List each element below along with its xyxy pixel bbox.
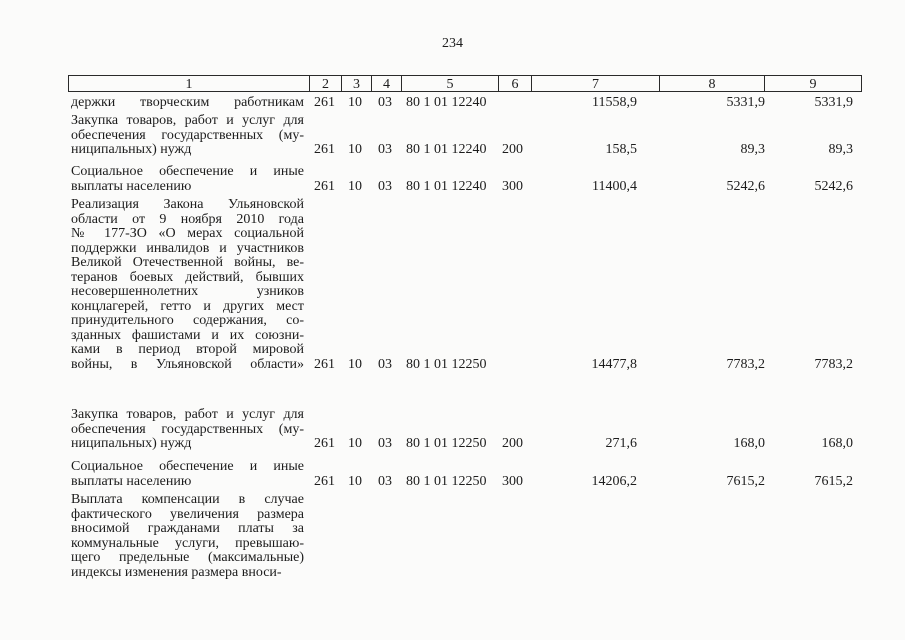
description-line: ниципальных) нужд	[71, 142, 192, 157]
description-line: фактического увеличения размера	[71, 506, 304, 522]
cell-c3: 10	[348, 95, 362, 110]
cell-c8: 7783,2	[726, 356, 765, 372]
cell-c7: 271,6	[605, 436, 637, 451]
cell-c5: 80 1 01 12250	[406, 473, 487, 489]
cell-c7: 11558,9	[592, 95, 637, 110]
cell-c4: 03	[378, 356, 392, 372]
cell-c2: 261	[314, 473, 335, 489]
cell-c7: 11400,4	[592, 178, 637, 194]
cell-c9: 5331,9	[814, 95, 853, 110]
description-line: принудительного содержания, со-	[71, 313, 304, 328]
description-line: поддержки инвалидов и участников	[71, 240, 304, 256]
cell-c5: 80 1 01 12240	[406, 95, 487, 110]
description-line: зданных фашистами и их союзни-	[71, 327, 304, 343]
description-line: войны, в Ульяновской области»	[71, 356, 304, 372]
header-col-1: 1	[69, 76, 310, 91]
cell-c3: 10	[348, 436, 362, 451]
row-description	[71, 408, 304, 452]
description-line: Реализация Закона Ульяновской	[71, 197, 304, 212]
description-line: индексы изменения размера вноси-	[71, 564, 282, 580]
description-line: коммунальные услуги, превышаю-	[71, 535, 304, 551]
cell-c6: 200	[502, 142, 523, 157]
cell-c4: 03	[378, 95, 392, 110]
cell-c2: 261	[314, 436, 335, 451]
row-description	[71, 96, 304, 111]
cell-c8: 89,3	[740, 142, 765, 157]
cell-c5: 80 1 01 12240	[406, 142, 487, 157]
cell-c3: 10	[348, 178, 362, 194]
description-line: Социальное обеспечение и иные	[71, 164, 304, 179]
cell-c6: 300	[502, 473, 523, 489]
description-line: выплаты населению	[71, 178, 192, 194]
cell-c9: 5242,6	[814, 178, 853, 194]
cell-c5: 80 1 01 12240	[406, 178, 487, 194]
cell-c2: 261	[314, 95, 335, 110]
row-description	[71, 165, 304, 194]
cell-c2: 261	[314, 142, 335, 157]
row-description	[71, 198, 304, 372]
cell-c8: 7615,2	[726, 473, 765, 489]
cell-c9: 7615,2	[814, 473, 853, 489]
cell-c7: 14477,8	[591, 356, 637, 372]
cell-c2: 261	[314, 356, 335, 372]
cell-c3: 10	[348, 356, 362, 372]
description-line: щего предельные (максимальные)	[71, 550, 304, 565]
header-col-6: 6	[499, 76, 532, 91]
table-header	[68, 75, 862, 92]
row-description	[71, 460, 304, 489]
description-line: области от 9 ноября 2010 года	[71, 211, 304, 227]
row-description	[71, 114, 304, 158]
description-line: Закупка товаров, работ и услуг для	[71, 407, 304, 422]
header-col-2: 2	[310, 76, 342, 91]
header-col-5: 5	[402, 76, 499, 91]
description-line: Закупка товаров, работ и услуг для	[71, 113, 304, 128]
cell-c4: 03	[378, 436, 392, 451]
cell-c3: 10	[348, 473, 362, 489]
cell-c6: 200	[502, 436, 523, 451]
cell-c4: 03	[378, 142, 392, 157]
cell-c9: 89,3	[828, 142, 853, 157]
cell-c7: 158,5	[605, 142, 637, 157]
cell-c5: 80 1 01 12250	[406, 356, 487, 372]
description-line: ками в период второй мировой	[71, 342, 304, 357]
description-line: Выплата компенсации в случае	[71, 492, 304, 507]
row-description	[71, 493, 304, 580]
description-line: выплаты населению	[71, 473, 192, 489]
description-line: держки творческим работникам	[71, 95, 304, 110]
page-number: 234	[442, 36, 463, 51]
description-line: обеспечения государственных (му-	[71, 421, 304, 437]
header-col-8: 8	[660, 76, 765, 91]
description-line: ниципальных) нужд	[71, 436, 192, 451]
description-line: обеспечения государственных (му-	[71, 127, 304, 143]
header-col-9: 9	[809, 77, 817, 92]
cell-c4: 03	[378, 473, 392, 489]
header-col-7: 7	[532, 76, 660, 91]
description-line: теранов боевых действий, бывших	[71, 269, 304, 285]
cell-c4: 03	[378, 178, 392, 194]
cell-c9: 168,0	[821, 436, 853, 451]
description-line: Социальное обеспечение и иные	[71, 459, 304, 474]
cell-c8: 5242,6	[726, 178, 765, 194]
cell-c9: 7783,2	[814, 356, 853, 372]
header-col-3: 3	[342, 76, 372, 91]
description-line: вносимой гражданами платы за	[71, 521, 304, 536]
header-col-4: 4	[372, 76, 402, 91]
description-line: № 177-ЗО «О мерах социальной	[71, 226, 304, 241]
cell-c8: 168,0	[733, 436, 765, 451]
description-line: Великой Отечественной войны, ве-	[71, 255, 304, 270]
cell-c8: 5331,9	[726, 95, 765, 110]
cell-c2: 261	[314, 178, 335, 194]
cell-c5: 80 1 01 12250	[406, 436, 487, 451]
description-line: концлагерей, гетто и других мест	[71, 298, 304, 314]
description-line: несовершеннолетних узников	[71, 284, 304, 299]
cell-c7: 14206,2	[591, 473, 637, 489]
cell-c6: 300	[502, 178, 523, 194]
cell-c3: 10	[348, 142, 362, 157]
